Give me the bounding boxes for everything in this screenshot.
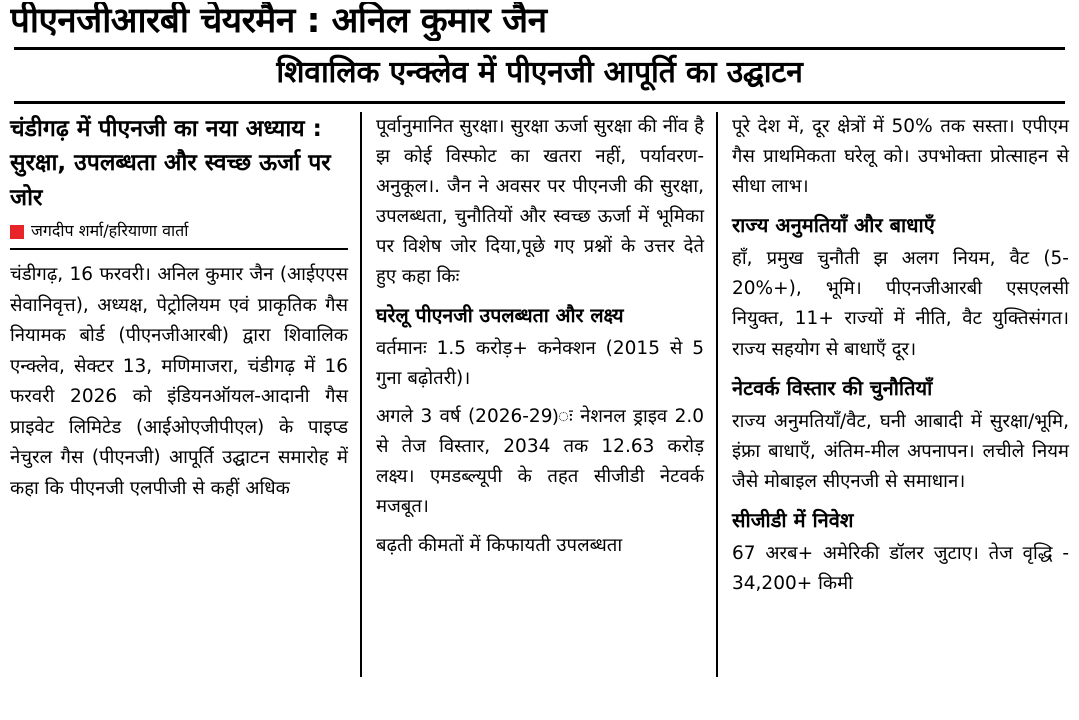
divider-under-headline xyxy=(14,101,1065,104)
column-one-body: चंडीगढ़, 16 फरवरी। अनिल कुमार जैन (आईएएस सेवानिवृत्त), अध्यक्ष, पेट्रोलियम एवं प्राकृतिक गैस नियामक बोर्ड (पीएनजीआरबी) द्वारा शिवालिक एन्क्लेव, सेक्टर 13, मणिमाजरा, चंडीगढ़ में 16 फरवरी 2026 को इंडियनऑयल-आदानी गैस प्राइवेट लिमिटेड (आईओएजीपीएल) के पाइप्ड नेचुरल गैस (पीएनजी) आपूर्ति उद्घाटन समारोह में कहा कि पीएनजी एलपीजी से कहीं अधिक xyxy=(10,263,348,499)
column-three xyxy=(718,112,1069,677)
article-columns xyxy=(10,112,1069,677)
column-two-para-1: पूर्वानुमानित सुरक्षा। सुरक्षा ऊर्जा सुरक्षा की नींव है झ कोई विस्फोट का खतरा नहीं, पर्यावरण-अनुकूल।. जैन ने अवसर पर पीएनजी की सुरक्षा, उपलब्धता, चुनौतियों और स्वच्छ ऊर्जा में भूमिका पर विशेष जोर दिया,पूछे गए प्रश्नों के उत्तर देते हुए कहा किः xyxy=(376,115,704,288)
column-two-section-head-1: घरेलू पीएनजी उपलब्धता और लक्ष्य xyxy=(376,303,624,327)
byline xyxy=(10,221,348,242)
column-one-subhead: चंडीगढ़ में पीएनजी का नया अध्याय : सुरक्षा, उपलब्धता और स्वच्छ ऊर्जा पर जोर xyxy=(10,115,331,211)
red-square-icon xyxy=(10,225,24,239)
column-two xyxy=(362,112,718,677)
kicker-line: पीएनजीआरबी चेयरमैन : अनिल कुमार जैन xyxy=(10,2,547,41)
column-three-section-head-2: नेटवर्क विस्तार की चुनौतियाँ xyxy=(732,375,933,400)
main-headline: शिवालिक एन्क्लेव में पीएनजी आपूर्ति का उद्घाटन xyxy=(276,55,803,91)
headline-band xyxy=(14,50,1065,101)
column-two-para-4: बढ़ती कीमतों में किफायती उपलब्धता xyxy=(376,534,623,556)
column-one xyxy=(10,112,362,677)
column-three-para-2: हाँ, प्रमुख चुनौती झ अलग नियम, वैट (5-20%+), भूमि। पीएनजीआरबी एसएलसी नियुक्त, 11+ राज्यों में नीति, वैट युक्तिसंगत। राज्य सहयोग से बाधाएँ दूर। xyxy=(732,248,1069,360)
byline-text: जगदीप शर्मा/हरियाणा वार्ता xyxy=(31,221,189,241)
column-three-section-head-1: राज्य अनुमतियाँ और बाधाएँ xyxy=(732,213,935,238)
column-three-section-head-3: सीजीडी में निवेश xyxy=(732,508,854,533)
column-three-para-3: राज्य अनुमतियाँ/वैट, घनी आबादी में सुरक्षा/भूमि, इंफ्रा बाधाएँ, अंतिम-मील अपनापन। लचीले नियम जैसे मोबाइल सीएनजी से समाधान। xyxy=(732,410,1069,492)
column-two-para-3: अगले 3 वर्ष (2026-29)ः नेशनल ड्राइव 2.0 से तेज विस्तार, 2034 तक 12.63 करोड़ लक्ष्य। एमडब्ल्यूपी के तहत सीजीडी नेटवर्क मजबूत। xyxy=(376,406,704,518)
column-three-para-4: 67 अरब+ अमेरिकी डॉलर जुटाए। तेज वृद्धि - 34,200+ किमी xyxy=(732,543,1069,595)
column-three-para-1: पूरे देश में, दूर क्षेत्रों में 50% तक सस्ता। एपीएम गैस प्राथमिकता घरेलू को। उपभोक्ता प्रोत्साहन से सीधा लाभ। xyxy=(732,115,1069,197)
divider-byline xyxy=(10,248,348,250)
column-two-para-2: वर्तमानः 1.5 करोड़+ कनेक्शन (2015 से 5 गुना बढ़ोतरी)। xyxy=(376,337,704,389)
masthead xyxy=(10,0,1069,104)
